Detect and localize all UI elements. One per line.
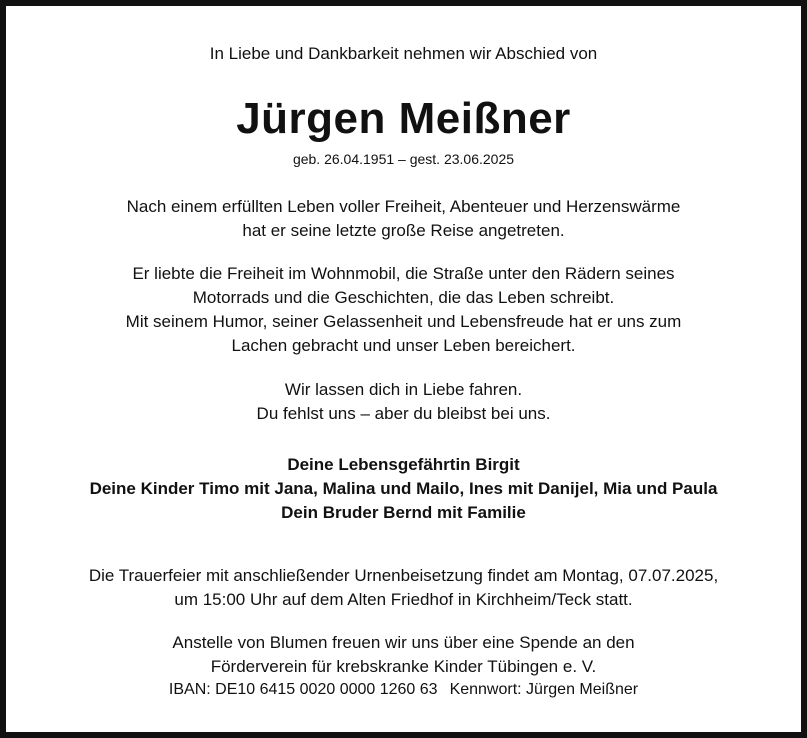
paragraph1-line-1: Nach einem erfüllten Leben voller Freiheit, Abenteuer und Herzenswärme (126, 197, 681, 216)
donation-line-1: Anstelle von Blumen freuen wir uns über eine Spende an den (172, 633, 635, 652)
donation-keyword: Kennwort: Jürgen Meißner (449, 681, 639, 698)
paragraph2-line-1: Er liebte die Freiheit im Wohnmobil, die Straße unter den Rädern seines (132, 264, 675, 283)
paragraph2-line-2: Motorrads und die Geschichten, die das Leben schreibt. (192, 288, 615, 307)
mourner-partner: Deine Lebensgefährtin Birgit (287, 455, 520, 474)
paragraph2-line-3: Mit seinem Humor, seiner Gelassenheit und Lebensfreude hat er uns zum (125, 312, 682, 331)
intro-line: In Liebe und Dankbarkeit nehmen wir Abschied von (209, 44, 598, 63)
paragraph3-line-2: Du fehlst uns – aber du bleibst bei uns. (256, 404, 551, 423)
paragraph1-line-2: hat er seine letzte große Reise angetreten. (242, 221, 565, 240)
deceased-name: Jürgen Meißner (236, 94, 571, 143)
life-dates: geb. 26.04.1951 – gest. 23.06.2025 (292, 151, 515, 167)
mourner-children: Deine Kinder Timo mit Jana, Malina und Mailo, Ines mit Danijel, Mia und Paula (89, 479, 718, 498)
paragraph2-line-4: Lachen gebracht und unser Leben bereichert. (231, 336, 576, 355)
iban: IBAN: DE10 6415 0020 0000 1260 63 (168, 681, 438, 698)
donation-line-2: Förderverein für krebskranke Kinder Tübingen e. V. (210, 657, 597, 676)
funeral-line-2: um 15:00 Uhr auf dem Alten Friedhof in Kirchheim/Teck statt. (174, 590, 633, 609)
mourner-brother: Dein Bruder Bernd mit Familie (281, 503, 526, 522)
funeral-line-1: Die Trauerfeier mit anschließender Urnenbeisetzung findet am Montag, 07.07.2025, (88, 566, 719, 585)
bank-details (6, 681, 801, 699)
obituary-notice (6, 6, 801, 732)
paragraph3-line-1: Wir lassen dich in Liebe fahren. (284, 380, 523, 399)
